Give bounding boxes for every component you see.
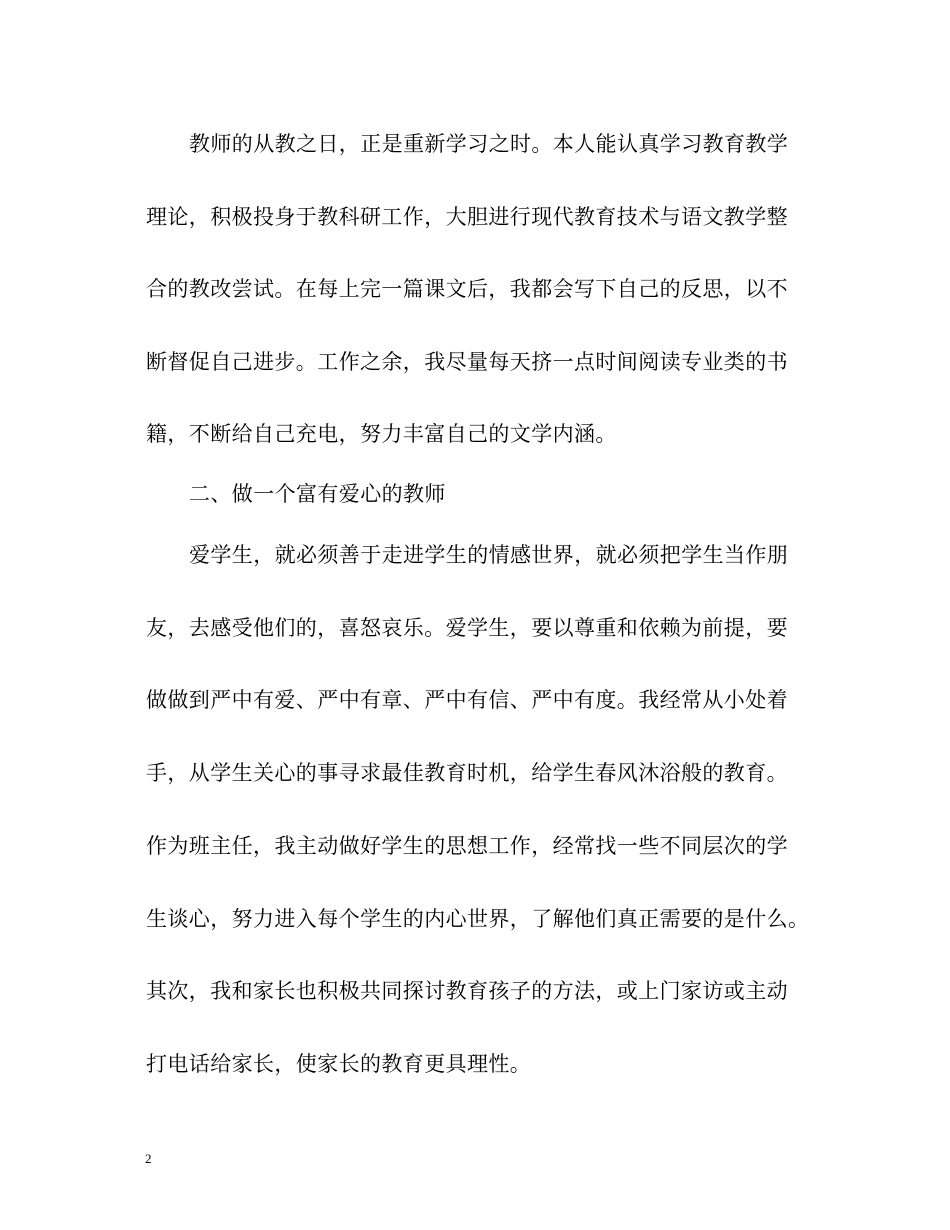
paragraph-1-line-2: 理论，积极投身于教科研工作，大胆进行现代教育技术与语文教学整 — [146, 205, 788, 229]
paragraph-1-line-5: 籍，不断给自己充电，努力丰富自己的文学内涵。 — [146, 422, 617, 446]
paragraph-2-line-8: 打电话给家长，使家长的教育更具理性。 — [146, 1052, 532, 1076]
paragraph-2-line-4: 手，从学生关心的事寻求最佳教育时机，给学生春风沐浴般的教育。 — [146, 761, 788, 785]
paragraph-1-line-1: 教师的从教之日，正是重新学习之时。本人能认真学习教育教学 — [189, 132, 789, 156]
paragraph-2-line-1: 爱学生，就必须善于走进学生的情感世界，就必须把学生当作朋 — [189, 543, 789, 567]
paragraph-2-line-2: 友，去感受他们的，喜怒哀乐。爱学生，要以尊重和依赖为前提，要 — [146, 616, 788, 640]
paragraph-2-line-7: 其次，我和家长也积极共同探讨教育孩子的方法，或上门家访或主动 — [146, 979, 788, 1003]
paragraph-1-line-3: 合的教改尝试。在每上完一篇课文后，我都会写下自己的反思，以不 — [146, 277, 788, 301]
paragraph-1-line-4: 断督促自己进步。工作之余，我尽量每天挤一点时间阅读专业类的书 — [146, 350, 788, 374]
paragraph-2-line-5: 作为班主任，我主动做好学生的思想工作，经常找一些不同层次的学 — [146, 834, 788, 858]
paragraph-2-line-3: 做做到严中有爱、严中有章、严中有信、严中有度。我经常从小处着 — [146, 688, 788, 712]
paragraph-2-line-6: 生谈心，努力进入每个学生的内心世界，了解他们真正需要的是什么。 — [146, 907, 810, 931]
page-number: 2 — [145, 1151, 152, 1166]
section-heading: 二、做一个富有爱心的教师 — [189, 482, 446, 506]
